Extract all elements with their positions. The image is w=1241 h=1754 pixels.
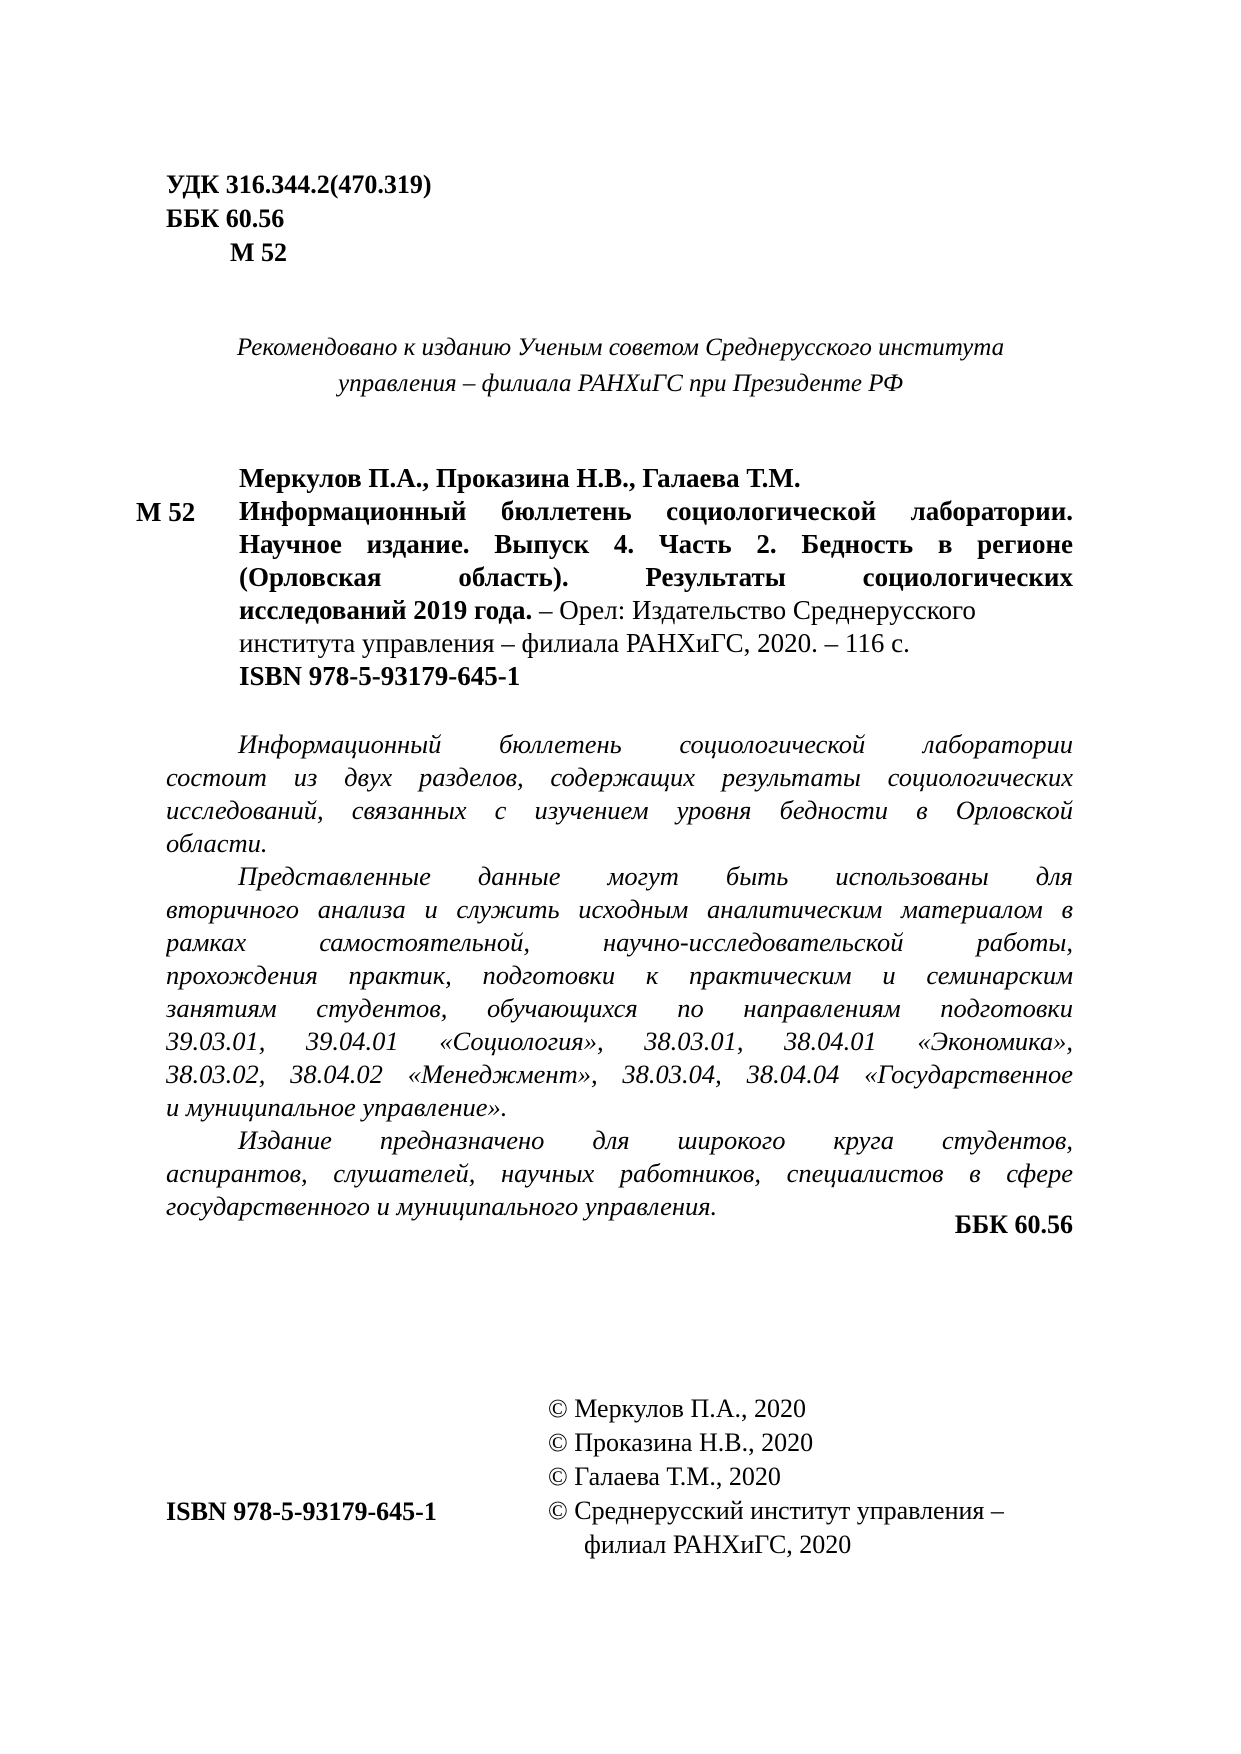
annotation-line: 38.03.02, 38.04.02 «Менеджмент», 38.03.04, 38.04.04 «Государственное [166,1059,1073,1089]
annotation-line: аспирантов, слушателей, научных работников, специалистов в сфере [166,1158,1073,1188]
title-line-4-bold: исследований 2019 года. [239,595,533,625]
annotation-line: 39.03.01, 39.04.01 «Социология», 38.03.01, 38.04.01 «Экономика», [166,1026,1073,1056]
annotation-line: Информационный бюллетень социологической лаборатории [238,729,1073,759]
annotation-line: прохождения практик, подготовки к практическим и семинарским [166,960,1073,990]
classification-codes [166,168,432,270]
annotation [166,728,1073,1223]
title-line-3: (Орловская область). Результаты социологических [239,562,1073,592]
authors: Меркулов П.А., Проказина Н.В., Галаева Т.М. [239,463,801,493]
udk-code: УДК 316.344.2(470.319) [166,170,432,199]
copyright-line: © Проказина Н.В., 2020 [548,1428,814,1457]
recommendation-line-2: управления – филиала РАНХиГС при Президенте РФ [338,370,903,397]
isbn-bottom: ISBN 978-5-93179-645-1 [166,1497,437,1526]
annotation-line: вторичного анализа и служить исходным аналитическим материалом в [166,894,1073,924]
copyright-block [548,1392,1004,1562]
annotation-line: Представленные данные могут быть использованы для [238,861,1073,891]
annotation-line: рамках самостоятельной, научно-исследовательской работы, [166,927,1073,957]
copyright-line: филиал РАНХиГС, 2020 [584,1530,852,1559]
publisher-part-1: – Орел: Издательство Среднерусского [532,595,976,625]
annotation-line: занятиям студентов, обучающихся по направлениям подготовки [166,993,1073,1023]
publisher-part-2: института управления – филиала РАНХиГС, 2020. – 116 с. [239,628,910,658]
annotation-line: области. [166,828,268,858]
annotation-line: состоит из двух разделов, содержащих результаты социологических [166,762,1073,792]
title-line-4 [239,594,1073,627]
title-line-2: Научное издание. Выпуск 4. Часть 2. Бедность в регионе [239,529,1073,559]
annotation-line: Издание предназначено для широкого круга студентов, [238,1125,1073,1155]
bibliographic-record [239,462,1073,693]
bbk-code: ББК 60.56 [166,204,285,233]
annotation-line: и муниципальное управление». [166,1092,508,1122]
author-mark: М 52 [230,238,288,267]
copyright-line: © Меркулов П.А., 2020 [548,1394,806,1423]
bibliographic-code: М 52 [136,497,196,527]
recommendation-note [0,330,1241,402]
copyright-line: © Среднерусский институт управления – [548,1496,1004,1525]
title-line-1: Информационный бюллетень социологической лаборатории. [239,496,1073,526]
annotation-line: исследований, связанных с изучением уровня бедности в Орловской [166,795,1073,825]
recommendation-line-1: Рекомендовано к изданию Ученым советом Среднерусского института [236,334,1005,361]
copyright-line: © Галаева Т.М., 2020 [548,1462,781,1491]
annotation-line: государственного и муниципального управления. [166,1191,718,1221]
isbn: ISBN 978-5-93179-645-1 [239,661,521,691]
bbk-code-right: ББК 60.56 [954,1210,1073,1239]
